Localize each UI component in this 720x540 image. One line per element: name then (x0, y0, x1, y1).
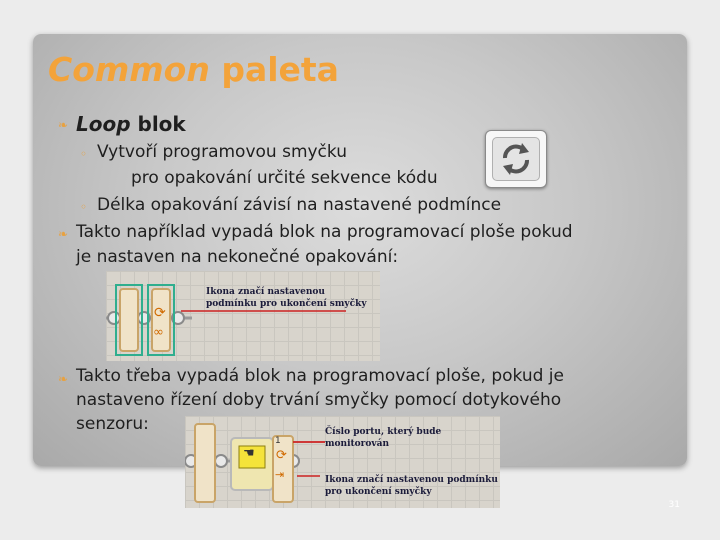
bullet-marker: ❧ (58, 372, 69, 386)
bullet-marker: ❧ (58, 118, 69, 132)
sub-bullet-marker: ◦ (80, 200, 88, 214)
arrow-to-right-icon: ⇥ (275, 468, 285, 481)
annotation-port: Číslo portu, který bude monitorován (325, 427, 442, 449)
sub2-line: Délka opakování závisí na nastavené podmínce (97, 195, 502, 215)
bullet2-line2: je nastaven na nekonečné opakování: (76, 247, 399, 267)
infinity-icon: ∞ (153, 325, 164, 340)
touch-sensor-icon: ☚ (243, 446, 255, 461)
loop-icon: ⟳ (276, 448, 287, 463)
sub1-line1: Vytvoří programovou smyčku (97, 142, 348, 162)
loop-infinite-screenshot (106, 271, 380, 361)
annotation-condition-2: Ikona značí nastavenou podmínku pro ukončení smyčky (325, 475, 498, 497)
bullet-marker: ❧ (58, 227, 69, 241)
loop-block-button (485, 130, 547, 188)
page-number: 31 (668, 500, 680, 510)
slide-title: Common paleta (48, 50, 339, 89)
loop-icon (493, 138, 539, 180)
bullet3-line2: nastaveno řízení doby trvání smyčky pomocí dotykového (76, 390, 562, 410)
sub1-line2: pro opakování určité sekvence kódu (131, 168, 438, 188)
loop-sensor-screenshot (185, 416, 500, 508)
bullet3-line1: Takto třeba vypadá blok na programovací ploše, pokud je (76, 366, 564, 386)
sub-bullet-marker: ◦ (80, 147, 88, 161)
loop-icon: ⟳ (154, 305, 166, 321)
annotation-condition: Ikona značí nastavenou podmínku pro ukončení smyčky (206, 287, 367, 309)
bullet-loop-blok: Loop blok (76, 112, 186, 136)
bullet2-line1: Takto například vypadá blok na programovací ploše pokud (76, 222, 573, 242)
bullet3-line3: senzoru: (76, 414, 149, 434)
port-number: 1 (275, 436, 281, 446)
